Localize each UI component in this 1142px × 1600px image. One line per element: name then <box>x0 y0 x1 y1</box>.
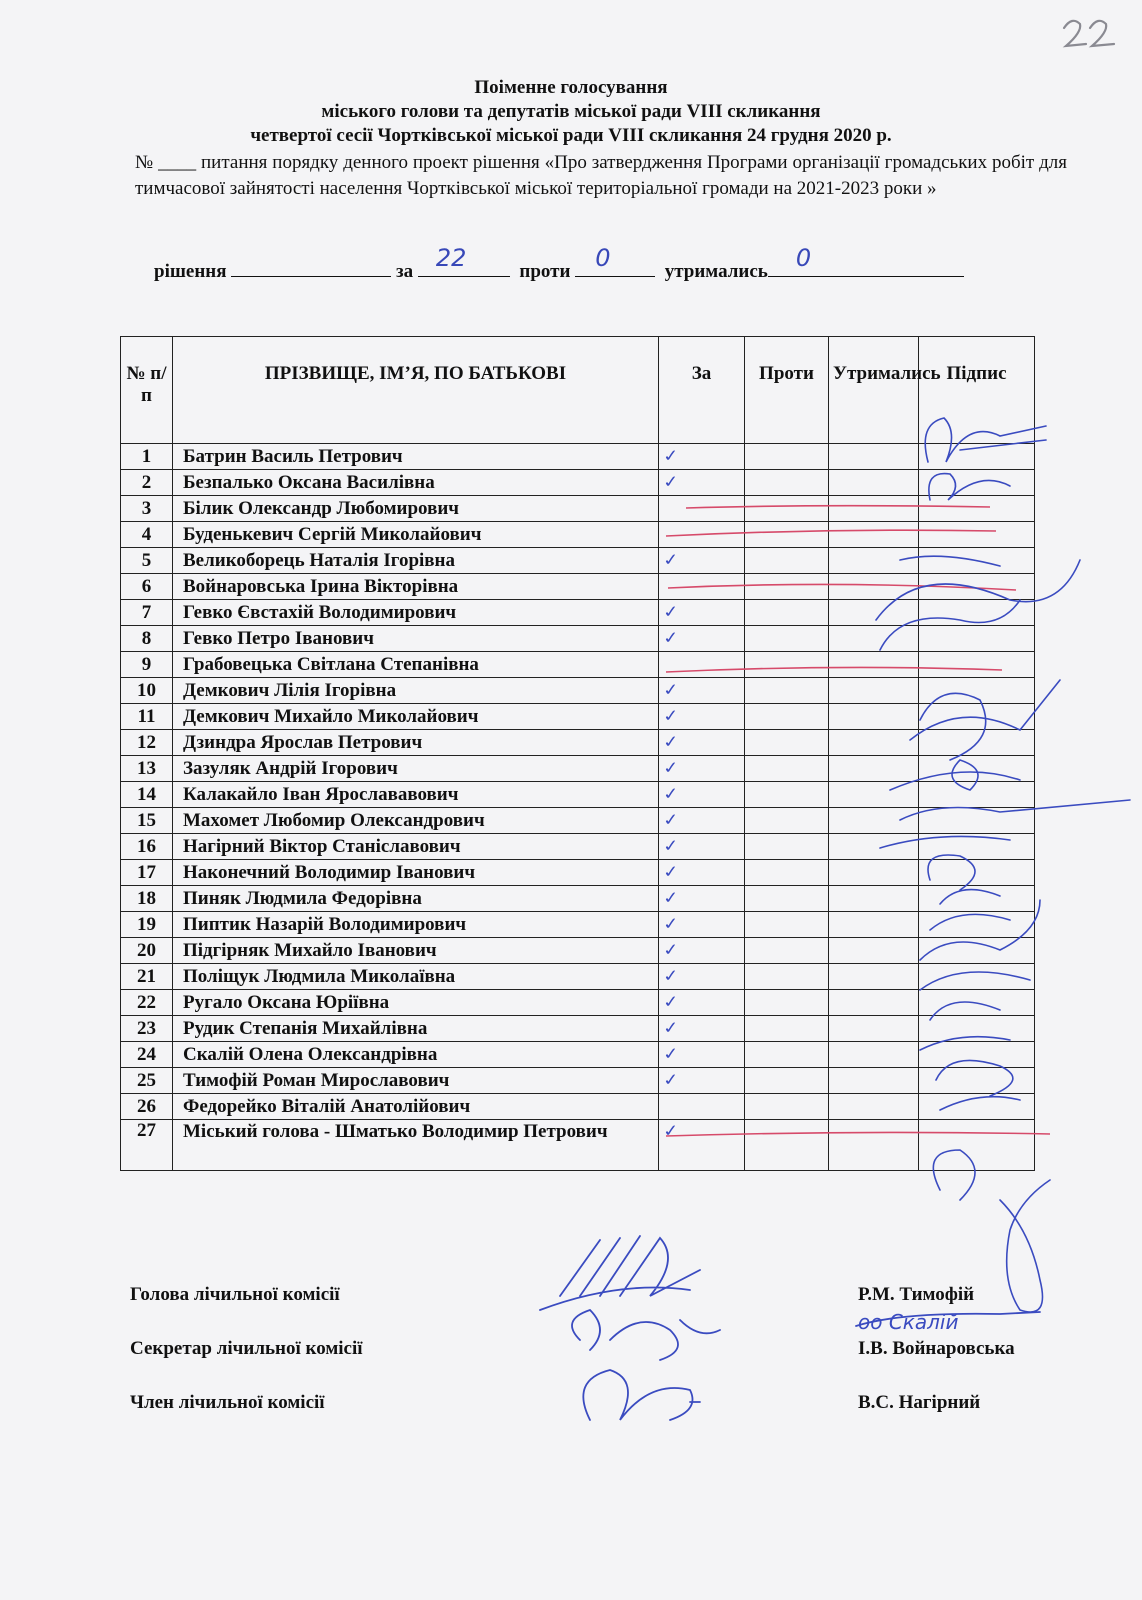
row-abstain-cell <box>829 704 919 730</box>
row-for-cell <box>659 912 745 938</box>
roll-call-table <box>120 336 1035 1171</box>
check-mark-icon: ✓ <box>661 1120 681 1142</box>
row-for-cell <box>659 860 745 886</box>
secretary-signature <box>572 1310 720 1360</box>
row-against-cell <box>745 522 829 548</box>
row-number: 27 <box>121 1120 173 1171</box>
row-against-cell <box>745 964 829 990</box>
row-abstain-cell <box>829 990 919 1016</box>
table-row <box>121 1068 1035 1094</box>
table-row <box>121 1094 1035 1120</box>
header-abstain: Утримались <box>829 337 919 444</box>
against-value: 0 <box>595 244 611 272</box>
page-number-handwritten <box>1058 14 1128 54</box>
row-signature-cell <box>919 886 1035 912</box>
row-against-cell <box>745 678 829 704</box>
row-number: 2 <box>121 470 173 496</box>
row-signature-cell <box>919 548 1035 574</box>
row-signature-cell <box>919 522 1035 548</box>
row-abstain-cell <box>829 1068 919 1094</box>
table-row <box>121 678 1035 704</box>
row-signature-cell <box>919 860 1035 886</box>
check-mark-icon: ✓ <box>661 601 681 623</box>
secretary-annotation: оо Скалій <box>858 1310 959 1334</box>
row-against-cell <box>745 548 829 574</box>
row-for-cell <box>659 990 745 1016</box>
row-name: Пиняк Людмила Федорівна <box>173 886 659 912</box>
row-signature-cell <box>919 600 1035 626</box>
row-against-cell <box>745 730 829 756</box>
row-number: 16 <box>121 834 173 860</box>
check-mark-icon: ✓ <box>661 783 681 805</box>
row-number: 11 <box>121 704 173 730</box>
row-signature-cell <box>919 730 1035 756</box>
row-name: Тимофій Роман Мирославович <box>173 1068 659 1094</box>
row-against-cell <box>745 1016 829 1042</box>
row-against-cell <box>745 574 829 600</box>
row-against-cell <box>745 1120 829 1171</box>
row-signature-cell <box>919 652 1035 678</box>
row-abstain-cell <box>829 886 919 912</box>
row-signature-cell <box>919 678 1035 704</box>
row-name: Грабовецька Світлана Степанівна <box>173 652 659 678</box>
table-row <box>121 808 1035 834</box>
table-row <box>121 886 1035 912</box>
row-abstain-cell <box>829 1016 919 1042</box>
row-signature-cell <box>919 782 1035 808</box>
table-row <box>121 626 1035 652</box>
row-signature-cell <box>919 444 1035 470</box>
row-name: Батрин Василь Петрович <box>173 444 659 470</box>
row-name: Підгірняк Михайло Іванович <box>173 938 659 964</box>
row-for-cell <box>659 1120 745 1171</box>
check-mark-icon: ✓ <box>661 861 681 883</box>
chair-role: Голова лічильної комісії <box>130 1284 340 1305</box>
row-for-cell <box>659 1094 745 1120</box>
row-signature-cell <box>919 834 1035 860</box>
table-row <box>121 860 1035 886</box>
row-number: 1 <box>121 444 173 470</box>
member-role: Член лічильної комісії <box>130 1392 325 1413</box>
row-abstain-cell <box>829 1094 919 1120</box>
row-number: 17 <box>121 860 173 886</box>
row-against-cell <box>745 756 829 782</box>
table-row <box>121 1016 1035 1042</box>
check-mark-icon: ✓ <box>661 1069 681 1091</box>
row-signature-cell <box>919 1068 1035 1094</box>
header-against: Проти <box>745 337 829 444</box>
row-against-cell <box>745 990 829 1016</box>
table-row <box>121 470 1035 496</box>
decision-label: рішення <box>154 261 227 282</box>
row-name: Гевко Євстахій Володимирович <box>173 600 659 626</box>
secretary-name: І.В. Войнаровська <box>858 1338 1015 1359</box>
row-number: 13 <box>121 756 173 782</box>
row-signature-cell <box>919 1120 1035 1171</box>
table-row <box>121 1120 1035 1171</box>
row-signature-cell <box>919 574 1035 600</box>
row-against-cell <box>745 808 829 834</box>
row-name: Гевко Петро Іванович <box>173 626 659 652</box>
check-mark-icon: ✓ <box>661 445 681 467</box>
row-abstain-cell <box>829 522 919 548</box>
for-value: 22 <box>435 244 467 272</box>
table-row <box>121 1042 1035 1068</box>
row-against-cell <box>745 860 829 886</box>
row-signature-cell <box>919 470 1035 496</box>
table-row <box>121 938 1035 964</box>
row-abstain-cell <box>829 938 919 964</box>
secretary-role: Секретар лічильної комісії <box>130 1338 363 1359</box>
row-for-cell <box>659 470 745 496</box>
row-for-cell <box>659 834 745 860</box>
row-abstain-cell <box>829 652 919 678</box>
row-against-cell <box>745 1068 829 1094</box>
table-row <box>121 730 1035 756</box>
row-number: 3 <box>121 496 173 522</box>
row-against-cell <box>745 834 829 860</box>
row-against-cell <box>745 600 829 626</box>
check-mark-icon: ✓ <box>661 809 681 831</box>
row-for-cell <box>659 496 745 522</box>
table-row <box>121 834 1035 860</box>
row-for-cell <box>659 444 745 470</box>
row-signature-cell <box>919 990 1035 1016</box>
row-name: Демкович Лілія Ігорівна <box>173 678 659 704</box>
table-row <box>121 990 1035 1016</box>
row-name: Махомет Любомир Олександрович <box>173 808 659 834</box>
check-mark-icon: ✓ <box>661 471 681 493</box>
row-for-cell <box>659 626 745 652</box>
row-signature-cell <box>919 1094 1035 1120</box>
table-row <box>121 496 1035 522</box>
question-text: № ____ питання порядку денного проект рішення «Про затвердження Програми організації громадських робіт для тимчасової зайнятості населення Чортківської міської територіальної громади на 2021-2023 роки » <box>135 152 1067 199</box>
table-row <box>121 652 1035 678</box>
check-mark-icon: ✓ <box>661 731 681 753</box>
row-number: 5 <box>121 548 173 574</box>
row-name: Буденькевич Сергій Миколайович <box>173 522 659 548</box>
check-mark-icon: ✓ <box>661 991 681 1013</box>
row-number: 20 <box>121 938 173 964</box>
row-number: 22 <box>121 990 173 1016</box>
row-name: Демкович Михайло Миколайович <box>173 704 659 730</box>
row-signature-cell <box>919 1016 1035 1042</box>
check-mark-icon: ✓ <box>661 1017 681 1039</box>
row-abstain-cell <box>829 782 919 808</box>
header-title: Поіменне голосування <box>474 77 668 98</box>
row-number: 9 <box>121 652 173 678</box>
row-against-cell <box>745 444 829 470</box>
row-for-cell <box>659 730 745 756</box>
header-session: четвертої сесії Чортківської міської ради VIII скликання 24 грудня 2020 р. <box>250 125 892 146</box>
check-mark-icon: ✓ <box>661 965 681 987</box>
row-for-cell <box>659 678 745 704</box>
row-abstain-cell <box>829 574 919 600</box>
row-against-cell <box>745 496 829 522</box>
row-for-cell <box>659 782 745 808</box>
row-number: 8 <box>121 626 173 652</box>
table-row <box>121 600 1035 626</box>
table-row <box>121 522 1035 548</box>
row-for-cell <box>659 652 745 678</box>
row-signature-cell <box>919 626 1035 652</box>
row-number: 25 <box>121 1068 173 1094</box>
row-number: 15 <box>121 808 173 834</box>
row-abstain-cell <box>829 834 919 860</box>
row-signature-cell <box>919 938 1035 964</box>
row-against-cell <box>745 652 829 678</box>
row-number: 10 <box>121 678 173 704</box>
row-for-cell <box>659 548 745 574</box>
row-number: 19 <box>121 912 173 938</box>
check-mark-icon: ✓ <box>661 679 681 701</box>
table-row <box>121 756 1035 782</box>
header-subtitle: міського голови та депутатів міської ради VIII скликання <box>321 101 821 122</box>
row-name: Великоборець Наталія Ігорівна <box>173 548 659 574</box>
row-name: Войнаровська Ірина Вікторівна <box>173 574 659 600</box>
check-mark-icon: ✓ <box>661 939 681 961</box>
against-blank <box>575 244 655 277</box>
page-number-text: 22 <box>1058 14 1059 15</box>
vote-result-line <box>154 244 1054 283</box>
decision-blank <box>231 256 391 277</box>
row-name: Поліщук Людмила Миколаївна <box>173 964 659 990</box>
row-number: 23 <box>121 1016 173 1042</box>
table-row <box>121 548 1035 574</box>
header-for: За <box>659 337 745 444</box>
row-against-cell <box>745 1094 829 1120</box>
row-against-cell <box>745 470 829 496</box>
row-name: Зазуляк Андрій Ігорович <box>173 756 659 782</box>
row-abstain-cell <box>829 730 919 756</box>
check-mark-icon: ✓ <box>661 913 681 935</box>
row-number: 21 <box>121 964 173 990</box>
row-against-cell <box>745 1042 829 1068</box>
row-for-cell <box>659 574 745 600</box>
row-name: Скалій Олена Олександрівна <box>173 1042 659 1068</box>
row-abstain-cell <box>829 444 919 470</box>
row-signature-cell <box>919 704 1035 730</box>
row-number: 7 <box>121 600 173 626</box>
row-for-cell <box>659 1042 745 1068</box>
header-name: ПРІЗВИЩЕ, ІМ’Я, ПО БАТЬКОВІ <box>173 337 659 444</box>
row-abstain-cell <box>829 808 919 834</box>
row-signature-cell <box>919 496 1035 522</box>
row-number: 18 <box>121 886 173 912</box>
abstain-label: утримались <box>664 261 768 282</box>
row-abstain-cell <box>829 600 919 626</box>
row-for-cell <box>659 1016 745 1042</box>
document-header <box>0 76 1142 148</box>
row-against-cell <box>745 912 829 938</box>
row-name: Наконечний Володимир Іванович <box>173 860 659 886</box>
row-name: Дзиндра Ярослав Петрович <box>173 730 659 756</box>
table-row <box>121 574 1035 600</box>
row-for-cell <box>659 756 745 782</box>
row-number: 24 <box>121 1042 173 1068</box>
table-header-row <box>121 337 1035 444</box>
agenda-question <box>135 150 1067 202</box>
table-row <box>121 704 1035 730</box>
row-for-cell <box>659 808 745 834</box>
for-label: за <box>396 261 414 282</box>
row-for-cell <box>659 886 745 912</box>
row-signature-cell <box>919 808 1035 834</box>
row-for-cell <box>659 1068 745 1094</box>
row-abstain-cell <box>829 548 919 574</box>
check-mark-icon: ✓ <box>661 887 681 909</box>
row-number: 6 <box>121 574 173 600</box>
table-row <box>121 964 1035 990</box>
abstain-blank <box>768 244 964 277</box>
row-abstain-cell <box>829 626 919 652</box>
row-number: 14 <box>121 782 173 808</box>
row-number: 4 <box>121 522 173 548</box>
row-against-cell <box>745 782 829 808</box>
table-row <box>121 912 1035 938</box>
row-name: Ругало Оксана Юріївна <box>173 990 659 1016</box>
row-for-cell <box>659 522 745 548</box>
check-mark-icon: ✓ <box>661 627 681 649</box>
row-signature-cell <box>919 964 1035 990</box>
row-abstain-cell <box>829 678 919 704</box>
row-name: Федорейко Віталій Анатолійович <box>173 1094 659 1120</box>
row-abstain-cell <box>829 1042 919 1068</box>
row-against-cell <box>745 704 829 730</box>
row-against-cell <box>745 886 829 912</box>
row-abstain-cell <box>829 756 919 782</box>
row-signature-cell <box>919 756 1035 782</box>
row-for-cell <box>659 964 745 990</box>
row-name: Білик Олександр Любомирович <box>173 496 659 522</box>
for-blank <box>418 244 510 277</box>
row-abstain-cell <box>829 496 919 522</box>
row-name: Пиптик Назарій Володимирович <box>173 912 659 938</box>
check-mark-icon: ✓ <box>661 549 681 571</box>
check-mark-icon: ✓ <box>661 757 681 779</box>
row-signature-cell <box>919 1042 1035 1068</box>
row-abstain-cell <box>829 964 919 990</box>
member-signature <box>583 1370 700 1420</box>
row-for-cell <box>659 600 745 626</box>
chair-name: Р.М. Тимофій <box>858 1284 975 1305</box>
table-row <box>121 444 1035 470</box>
check-mark-icon: ✓ <box>661 1043 681 1065</box>
against-label: проти <box>519 261 571 282</box>
check-mark-icon: ✓ <box>661 705 681 727</box>
chair-signature <box>540 1236 700 1310</box>
check-mark-icon: ✓ <box>661 835 681 857</box>
row-abstain-cell <box>829 1120 919 1171</box>
table-row <box>121 782 1035 808</box>
row-name: Калакайло Іван Ярослававович <box>173 782 659 808</box>
row-for-cell <box>659 938 745 964</box>
row-name: Нагірний Віктор Станіславович <box>173 834 659 860</box>
row-abstain-cell <box>829 470 919 496</box>
abstain-value: 0 <box>795 244 812 272</box>
row-signature-cell <box>919 912 1035 938</box>
header-signature: Підпис <box>919 337 1035 444</box>
row-number: 26 <box>121 1094 173 1120</box>
header-num: № п/п <box>121 337 173 444</box>
row-name: Безпалько Оксана Василівна <box>173 470 659 496</box>
row-name: Рудик Степанія Михайлівна <box>173 1016 659 1042</box>
row-against-cell <box>745 626 829 652</box>
row-for-cell <box>659 704 745 730</box>
row-number: 12 <box>121 730 173 756</box>
row-against-cell <box>745 938 829 964</box>
member-name: В.С. Нагірний <box>858 1392 981 1413</box>
row-abstain-cell <box>829 912 919 938</box>
row-name: Міський голова - Шматько Володимир Петрович <box>173 1120 659 1171</box>
row-abstain-cell <box>829 860 919 886</box>
